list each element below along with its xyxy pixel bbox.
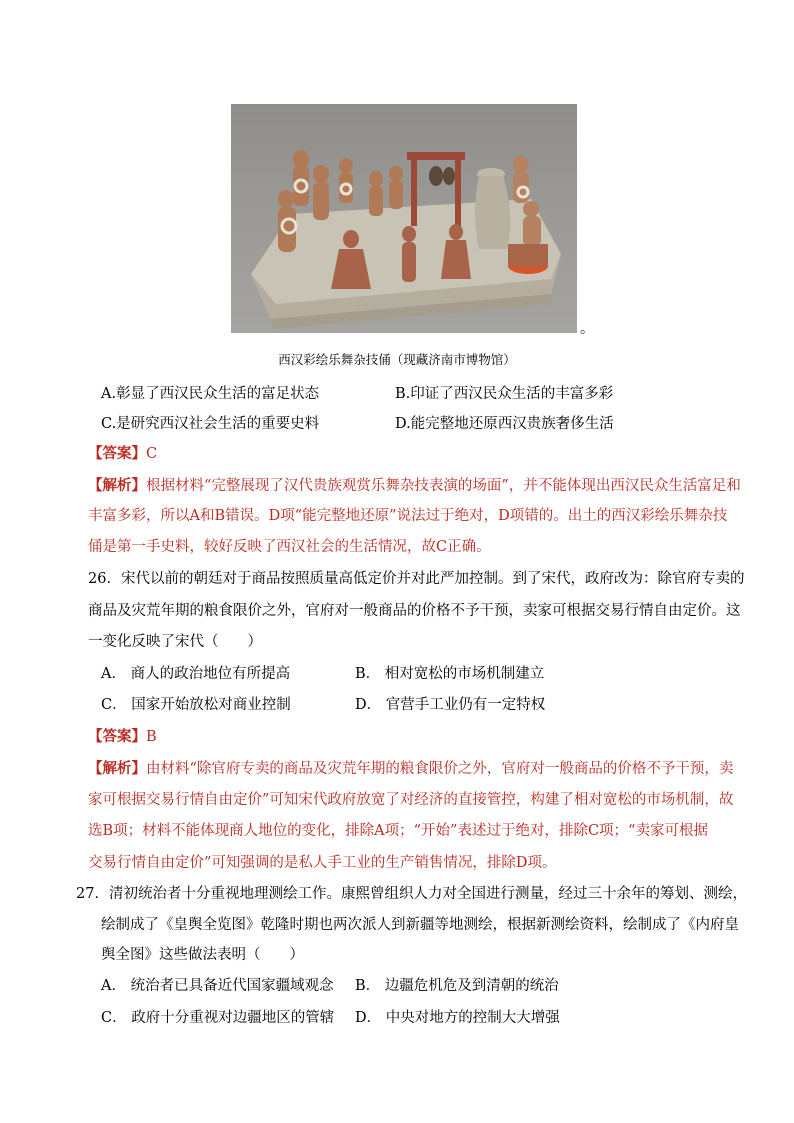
q26-stem-line-3: 一变化反映了宋代（ ） [88,634,262,650]
q26-analysis-line-2: 家可根据交易行情自由定价”可知宋代政府放宽了对经济的直接管控，构建了相对宽松的市场机制，故 [88,792,734,808]
q25-option-d: D.能完整地还原西汉贵族奢侈生活 [395,416,614,432]
analysis-tag: 【解析】 [88,478,146,494]
q25-analysis-line-3: 俑是第一手史料，较好反映了西汉社会的生活情况，故C正确。 [88,539,491,555]
figurine-photo [231,104,577,333]
q25-analysis-line-2: 丰富多彩，所以A和B错误。D项“能完整地还原”说法过于绝对，D项错的。出土的西汉彩绘乐舞杂技 [88,508,728,524]
q25-analysis-line-1 [88,476,741,496]
photo-trailing-dot: 。 [580,321,594,337]
answer-value: C [146,446,158,462]
q26-stem-line-2: 商品及灾荒年期的粮食限价之外，官府对一般商品的价格不予干预，卖家可根据交易行情自由定价。这 [88,603,741,619]
q26-option-d: D． 官营手工业仍有一定特权 [355,697,546,713]
q25-option-c: C.是研究西汉社会生活的重要史料 [101,416,320,432]
q26-analysis-line-1 [88,759,733,779]
analysis-text: 根据材料“完整展现了汉代贵族观赏乐舞杂技表演的场面”，并不能体现出西汉民众生活富足和 [146,478,741,494]
answer-tag: 【答案】 [88,729,146,745]
q27-option-a: A． 统治者已具备近代国家疆域观念 [101,978,334,994]
analysis-tag: 【解析】 [88,761,146,777]
q26-answer [88,727,157,747]
q27-option-d: D． 中央对地方的控制大大增强 [355,1010,560,1026]
q27-stem-line-3: 舆全图》这些做法表明（ ） [101,947,304,963]
q26-analysis-line-4: 交易行情自由定价”可知强调的是私人手工业的生产销售情况，排除D项。 [88,855,557,871]
q27-stem-line-1: 27．清初统治者十分重视地理测绘工作。康熙曾组织人力对全国进行测量，经过三十余年的筹划、测绘， [76,886,747,902]
analysis-text: 由材料“除官府专卖的商品及灾荒年期的粮食限价之外，官府对一般商品的价格不予干预，卖 [146,761,734,777]
q27-stem-line-2: 绘制成了《皇舆全览图》乾隆时期也两次派人到新疆等地测绘，根据新测绘资料，绘制成了《内府皇 [101,917,739,933]
q26-option-b: B． 相对宽松的市场机制建立 [355,666,545,682]
q27-option-c: C． 政府十分重视对边疆地区的管辖 [101,1010,335,1026]
q26-option-c: C． 国家开始放松对商业控制 [101,697,291,713]
q25-option-b: B.印证了西汉民众生活的丰富多彩 [395,386,614,402]
q27-option-b: B． 边疆危机危及到清朝的统治 [355,978,559,994]
q26-stem-line-1: 26．宋代以前的朝廷对于商品按照质量高低定价并对此严加控制。到了宋代，政府改为：除官府专卖的 [88,571,745,587]
answer-value: B [146,729,157,745]
q25-answer [88,444,157,464]
q25-option-a: A.彰显了西汉民众生活的富足状态 [101,386,320,402]
photo-caption: 西汉彩绘乐舞杂技俑（现藏济南市博物馆） [278,352,516,367]
q26-option-a: A． 商人的政治地位有所提高 [101,666,291,682]
answer-tag: 【答案】 [88,446,146,462]
q26-analysis-line-3: 选B项；材料不能体现商人地位的变化，排除A项；“开始”表述过于绝对，排除C项；“卖家可根据 [88,823,708,839]
